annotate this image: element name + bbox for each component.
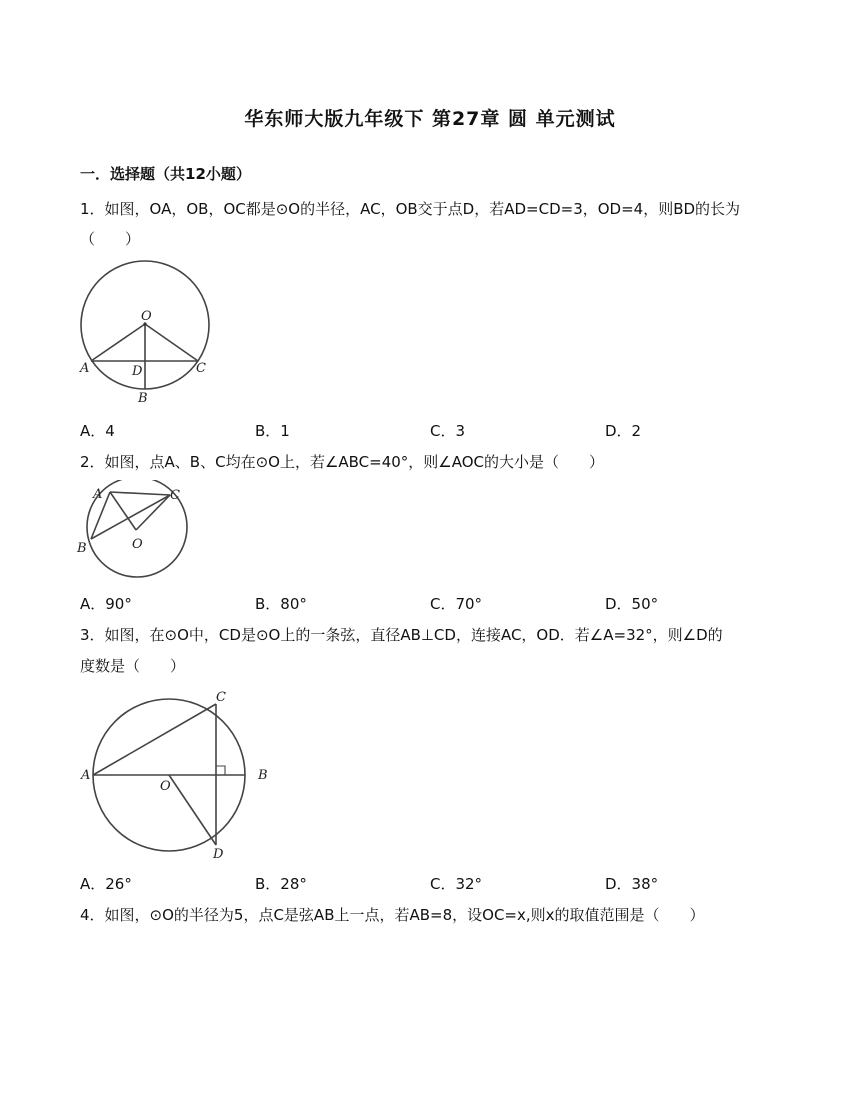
- question-1-figure: [74, 258, 214, 408]
- question-1-stem-continued: （ ）: [80, 230, 141, 248]
- q1-option-b: B．1: [255, 422, 290, 440]
- q3-label-d: D: [213, 847, 224, 862]
- q3-segment-od: [169, 775, 216, 845]
- q1-radius-oc: [145, 324, 198, 361]
- q2-radius-oa: [110, 492, 136, 530]
- q3-option-b: B．28°: [255, 875, 307, 893]
- q2-label-b: B: [77, 541, 87, 556]
- q3-right-angle-mark: [216, 766, 225, 775]
- q2-label-c: C: [170, 488, 180, 503]
- question-3-stem-continued: 度数是（ ）: [80, 657, 186, 675]
- q3-label-c: C: [216, 690, 226, 705]
- q1-label-d: D: [132, 364, 143, 379]
- q1-label-o: O: [141, 309, 152, 324]
- q3-option-c: C．32°: [430, 875, 483, 893]
- question-2-stem: 2．如图，点A、B、C均在⊙O上，若∠ABC=40°，则∠AOC的大小是（ ）: [80, 453, 605, 471]
- question-4-stem: 4．如图，⊙O的半径为5，点C是弦AB上一点，若AB=8，设OC=x,则x的取值范围是（ ）: [80, 906, 705, 924]
- q1-label-a: A: [80, 361, 90, 376]
- q1-option-d: D．2: [605, 422, 642, 440]
- q3-segment-ac: [93, 704, 216, 775]
- q2-option-c: C．70°: [430, 595, 483, 613]
- q3-label-o: O: [160, 779, 171, 794]
- q1-option-a: A．4: [80, 422, 115, 440]
- q3-option-d: D．38°: [605, 875, 659, 893]
- q1-option-c: C．3: [430, 422, 466, 440]
- q2-label-a: A: [93, 487, 103, 502]
- question-1-stem: 1．如图，OA，OB，OC都是⊙O的半径，AC，OB交于点D，若AD=CD=3，OD=4，则BD的长为: [80, 200, 741, 218]
- q1-label-c: C: [196, 361, 206, 376]
- q2-label-o: O: [132, 537, 143, 552]
- q1-radius-oa: [91, 324, 145, 361]
- q1-label-b: B: [138, 391, 148, 406]
- q2-chord-ac: [110, 492, 170, 495]
- q3-option-a: A．26°: [80, 875, 132, 893]
- q2-option-a: A．90°: [80, 595, 132, 613]
- q3-label-a: A: [81, 768, 91, 783]
- q2-radius-oc: [136, 495, 170, 530]
- question-3-figure: [74, 684, 284, 864]
- q2-option-b: B．80°: [255, 595, 307, 613]
- q2-option-d: D．50°: [605, 595, 659, 613]
- question-2-figure: [74, 480, 194, 582]
- section-heading: 一．选择题（共12小题）: [80, 165, 251, 183]
- page-title: 华东师大版九年级下 第27章 圆 单元测试: [244, 108, 616, 130]
- q3-label-b: B: [258, 768, 268, 783]
- q2-chord-bc: [91, 495, 170, 539]
- question-3-stem: 3．如图，在⊙O中，CD是⊙O上的一条弦，直径AB⊥CD，连接AC，OD．若∠A=32°，则∠D的: [80, 626, 723, 644]
